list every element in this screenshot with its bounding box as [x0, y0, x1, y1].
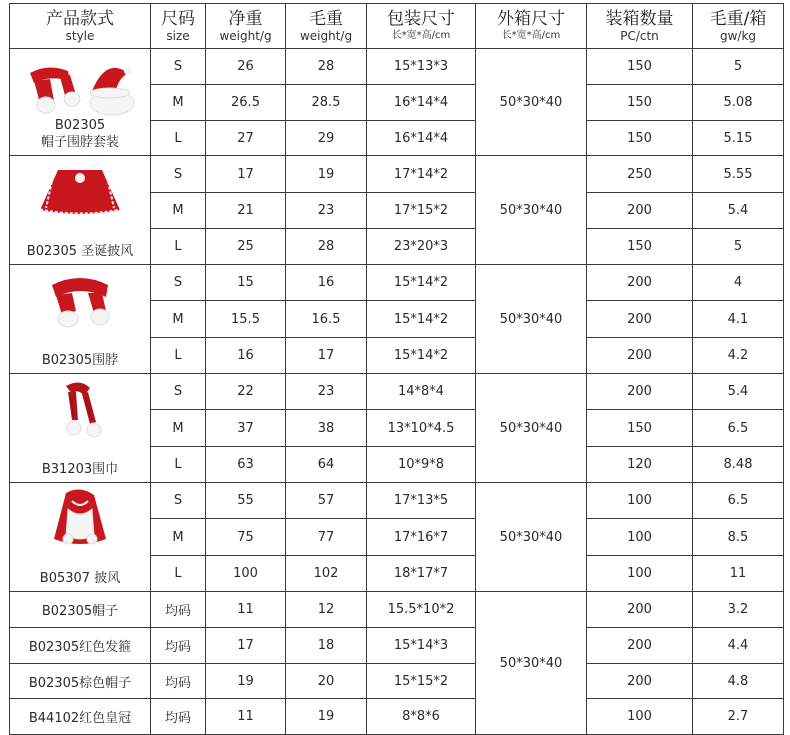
carton-qty-cell: 200 [587, 374, 693, 410]
gross-per-carton-cell: 5 [693, 49, 784, 85]
header-net-weight: 净重 weight/g [206, 4, 286, 49]
size-cell: S [151, 265, 206, 301]
gross-per-carton-cell: 4 [693, 265, 784, 301]
package-size-cell: 16*14*4 [367, 85, 476, 121]
carton-qty-cell: 250 [587, 156, 693, 193]
carton-qty-cell: 150 [587, 410, 693, 447]
product-code: B02305棕色帽子 [10, 664, 151, 699]
header-style: 产品款式 style [10, 4, 151, 49]
carton-qty-cell: 150 [587, 229, 693, 265]
size-cell: M [151, 410, 206, 447]
net-weight-cell: 16 [206, 338, 286, 374]
package-size-cell: 13*10*4.5 [367, 410, 476, 447]
gross-per-carton-cell: 5 [693, 229, 784, 265]
gross-weight-cell: 23 [286, 193, 367, 229]
carton-qty-cell: 200 [587, 193, 693, 229]
carton-qty-cell: 150 [587, 85, 693, 121]
product-cell [10, 374, 151, 483]
size-cell: S [151, 483, 206, 519]
package-size-cell: 23*20*3 [367, 229, 476, 265]
size-cell: L [151, 447, 206, 483]
product-code: B02305 圣诞披风 [26, 244, 134, 259]
carton-qty-cell: 200 [587, 265, 693, 301]
gross-weight-cell: 77 [286, 519, 367, 556]
table-row [10, 49, 784, 85]
gross-per-carton-cell: 5.55 [693, 156, 784, 193]
table-row [10, 483, 784, 519]
net-weight-cell: 15.5 [206, 301, 286, 338]
package-size-cell: 16*14*4 [367, 121, 476, 156]
net-weight-cell: 63 [206, 447, 286, 483]
header-carton-qty: 装箱数量 PC/ctn [587, 4, 693, 49]
carton-qty-cell: 150 [587, 49, 693, 85]
gross-weight-cell: 57 [286, 483, 367, 519]
hat-and-scarf-set-image [10, 55, 150, 117]
package-size-cell: 15*14*3 [367, 628, 476, 664]
package-size-cell: 15*14*2 [367, 301, 476, 338]
gross-weight-cell: 17 [286, 338, 367, 374]
size-cell: L [151, 121, 206, 156]
package-size-cell: 15*15*2 [367, 664, 476, 699]
size-cell: 均码 [151, 699, 206, 735]
net-weight-cell: 27 [206, 121, 286, 156]
gross-weight-cell: 16 [286, 265, 367, 301]
carton-qty-cell: 100 [587, 556, 693, 592]
net-weight-cell: 26.5 [206, 85, 286, 121]
table-row [10, 592, 784, 628]
outer-box-cell: 50*30*40 [476, 374, 587, 483]
gross-weight-cell: 19 [286, 156, 367, 193]
net-weight-cell: 22 [206, 374, 286, 410]
knit-scarf-image [10, 380, 150, 442]
net-weight-cell: 75 [206, 519, 286, 556]
christmas-cape-image [10, 162, 150, 224]
gross-weight-cell: 28 [286, 49, 367, 85]
size-cell: M [151, 519, 206, 556]
carton-qty-cell: 200 [587, 301, 693, 338]
package-size-cell: 17*16*7 [367, 519, 476, 556]
product-cell [10, 49, 151, 156]
gross-per-carton-cell: 5.4 [693, 193, 784, 229]
outer-box-cell: 50*30*40 [476, 156, 587, 265]
header-package-size: 包装尺寸 长*宽*高/cm [367, 4, 476, 49]
product-code: B44102红色皇冠 [10, 699, 151, 735]
gross-per-carton-cell: 2.7 [693, 699, 784, 735]
carton-qty-cell: 200 [587, 664, 693, 699]
size-cell: L [151, 556, 206, 592]
net-weight-cell: 17 [206, 156, 286, 193]
net-weight-cell: 17 [206, 628, 286, 664]
header-outer-box-size: 外箱尺寸 长*宽*高/cm [476, 4, 587, 49]
gross-weight-cell: 12 [286, 592, 367, 628]
gross-per-carton-cell: 4.4 [693, 628, 784, 664]
gross-weight-cell: 19 [286, 699, 367, 735]
outer-box-cell: 50*30*40 [476, 483, 587, 592]
header-gross-weight: 毛重 weight/g [286, 4, 367, 49]
product-code: B02305围脖 [41, 353, 119, 368]
size-cell: L [151, 229, 206, 265]
net-weight-cell: 11 [206, 699, 286, 735]
size-cell: 均码 [151, 628, 206, 664]
gross-weight-cell: 23 [286, 374, 367, 410]
hooded-cape-image [10, 489, 150, 551]
table-row [10, 699, 784, 735]
net-weight-cell: 25 [206, 229, 286, 265]
gross-per-carton-cell: 5.15 [693, 121, 784, 156]
net-weight-cell: 15 [206, 265, 286, 301]
carton-qty-cell: 200 [587, 338, 693, 374]
outer-box-cell: 50*30*40 [476, 265, 587, 374]
package-size-cell: 17*14*2 [367, 156, 476, 193]
product-cell [10, 265, 151, 374]
outer-box-cell: 50*30*40 [476, 592, 587, 735]
gross-per-carton-cell: 3.2 [693, 592, 784, 628]
package-size-cell: 10*9*8 [367, 447, 476, 483]
net-weight-cell: 21 [206, 193, 286, 229]
net-weight-cell: 11 [206, 592, 286, 628]
package-size-cell: 15*14*2 [367, 265, 476, 301]
product-name: 帽子围脖套装 [40, 135, 119, 150]
size-cell: M [151, 193, 206, 229]
gross-weight-cell: 18 [286, 628, 367, 664]
net-weight-cell: 37 [206, 410, 286, 447]
gross-per-carton-cell: 11 [693, 556, 784, 592]
package-size-cell: 17*15*2 [367, 193, 476, 229]
table-row [10, 628, 784, 664]
gross-weight-cell: 28 [286, 229, 367, 265]
gross-per-carton-cell: 4.1 [693, 301, 784, 338]
gross-per-carton-cell: 4.8 [693, 664, 784, 699]
size-cell: M [151, 85, 206, 121]
product-code: B02305红色发箍 [10, 628, 151, 664]
carton-qty-cell: 150 [587, 121, 693, 156]
product-cell [10, 483, 151, 592]
gross-weight-cell: 29 [286, 121, 367, 156]
size-cell: S [151, 156, 206, 193]
gross-weight-cell: 38 [286, 410, 367, 447]
gross-weight-cell: 28.5 [286, 85, 367, 121]
carton-qty-cell: 200 [587, 592, 693, 628]
size-cell: M [151, 301, 206, 338]
spec-table [9, 3, 784, 735]
gross-weight-cell: 20 [286, 664, 367, 699]
header-row [10, 4, 784, 49]
size-cell: S [151, 374, 206, 410]
package-size-cell: 15*13*3 [367, 49, 476, 85]
net-weight-cell: 19 [206, 664, 286, 699]
gross-weight-cell: 16.5 [286, 301, 367, 338]
carton-qty-cell: 200 [587, 628, 693, 664]
product-code-label [10, 117, 150, 151]
product-cell [10, 156, 151, 265]
gross-per-carton-cell: 5.4 [693, 374, 784, 410]
net-weight-cell: 55 [206, 483, 286, 519]
size-cell: 均码 [151, 664, 206, 699]
header-size: 尺码 size [151, 4, 206, 49]
package-size-cell: 8*8*6 [367, 699, 476, 735]
header-gross-per-carton: 毛重/箱 gw/kg [693, 4, 784, 49]
gross-weight-cell: 102 [286, 556, 367, 592]
table-row [10, 265, 784, 301]
outer-box-cell: 50*30*40 [476, 49, 587, 156]
package-size-cell: 17*13*5 [367, 483, 476, 519]
size-cell: 均码 [151, 592, 206, 628]
carton-qty-cell: 100 [587, 699, 693, 735]
gross-per-carton-cell: 4.2 [693, 338, 784, 374]
gross-weight-cell: 64 [286, 447, 367, 483]
size-cell: L [151, 338, 206, 374]
table-row [10, 374, 784, 410]
gross-per-carton-cell: 6.5 [693, 483, 784, 519]
package-size-cell: 14*8*4 [367, 374, 476, 410]
carton-qty-cell: 100 [587, 483, 693, 519]
gross-per-carton-cell: 8.5 [693, 519, 784, 556]
table-row [10, 156, 784, 193]
carton-qty-cell: 100 [587, 519, 693, 556]
product-code: B02305帽子 [10, 592, 151, 628]
product-code: B02305 [54, 118, 106, 133]
gross-per-carton-cell: 5.08 [693, 85, 784, 121]
package-size-cell: 15.5*10*2 [367, 592, 476, 628]
product-code: B05307 披风 [39, 571, 121, 586]
net-weight-cell: 100 [206, 556, 286, 592]
size-cell: S [151, 49, 206, 85]
gross-per-carton-cell: 8.48 [693, 447, 784, 483]
product-code: B31203围巾 [41, 462, 119, 477]
net-weight-cell: 26 [206, 49, 286, 85]
package-size-cell: 15*14*2 [367, 338, 476, 374]
carton-qty-cell: 120 [587, 447, 693, 483]
table-row [10, 664, 784, 699]
gross-per-carton-cell: 6.5 [693, 410, 784, 447]
scarf-collar-image [10, 271, 150, 333]
package-size-cell: 18*17*7 [367, 556, 476, 592]
